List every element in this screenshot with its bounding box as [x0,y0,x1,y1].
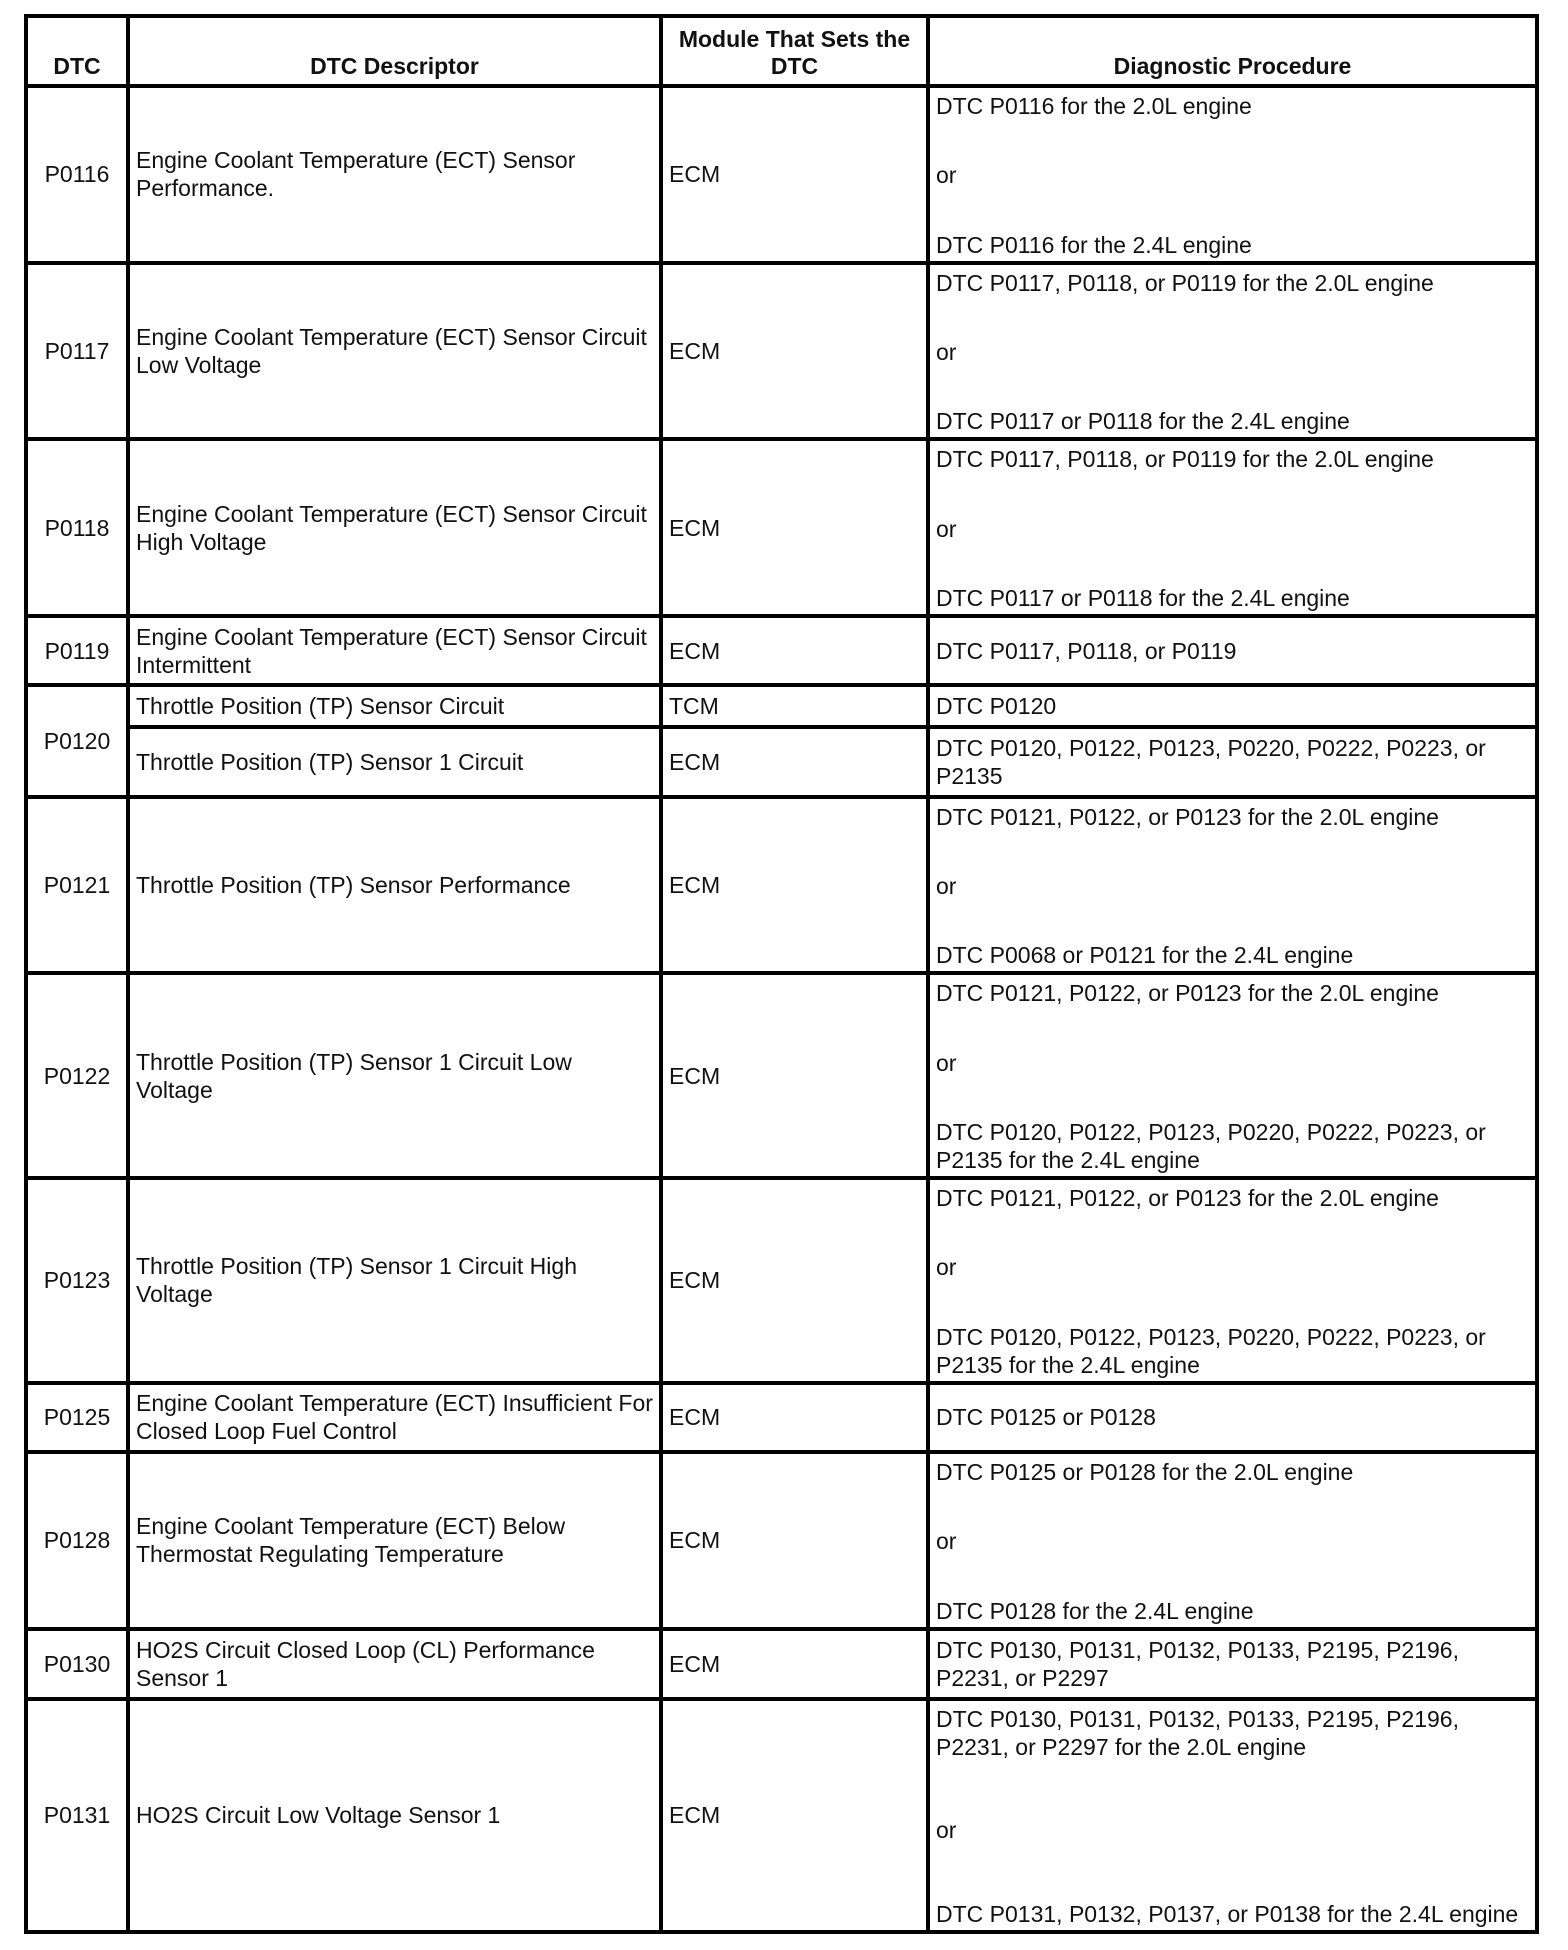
procedure-line: DTC P0068 or P0121 for the 2.4L engine [936,942,1354,969]
module: ECM [661,263,928,440]
header-dtc: DTC [26,16,128,86]
diagnostic-procedure [928,1178,1537,1383]
procedure-line: or [936,1254,957,1281]
diagnostic-procedure: DTC P0120 [928,685,1537,727]
diagnostic-procedure: DTC P0130, P0131, P0132, P0133, P2195, P2196, P2231, or P2297 [928,1629,1537,1699]
table-row [26,973,1537,1178]
diagnostic-procedure [928,263,1537,440]
dtc-descriptor: Throttle Position (TP) Sensor Performance [128,797,661,974]
dtc-descriptor: HO2S Circuit Closed Loop (CL) Performance Sensor 1 [128,1629,661,1699]
module: ECM [661,616,928,685]
module: ECM [661,1629,928,1699]
procedure-line: DTC P0121, P0122, or P0123 for the 2.0L engine [936,803,1439,830]
module: ECM [661,439,928,616]
header-descriptor: DTC Descriptor [128,16,661,86]
procedure-line: DTC P0121, P0122, or P0123 for the 2.0L engine [936,1185,1439,1212]
table-row [26,1629,1537,1699]
dtc-descriptor: Throttle Position (TP) Sensor 1 Circuit High Voltage [128,1178,661,1383]
table-row [26,685,1537,727]
diagnostic-procedure [928,1699,1537,1932]
diagnostic-procedure [928,797,1537,974]
procedure-line: DTC P0121, P0122, or P0123 for the 2.0L engine [936,980,1439,1007]
module: ECM [661,1178,928,1383]
table-row [26,1699,1537,1932]
header-procedure: Diagnostic Procedure [928,16,1537,86]
procedure-line: or [936,872,957,899]
dtc-table [24,14,1539,1934]
dtc-code: P0117 [26,263,128,440]
procedure-line: or [936,1049,957,1076]
diagnostic-procedure [928,439,1537,616]
module: ECM [661,797,928,974]
table-row [26,616,1537,685]
procedure-line: DTC P0120, P0122, P0123, P0220, P0222, P0223, or P2135 for the 2.4L engine [936,1323,1486,1378]
procedure-line: DTC P0117, P0118, or P0119 for the 2.0L engine [936,269,1434,296]
diagnostic-procedure [928,1452,1537,1629]
module: TCM [661,685,928,727]
module: ECM [661,1699,928,1932]
dtc-code: P0130 [26,1629,128,1699]
diagnostic-procedure: DTC P0125 or P0128 [928,1383,1537,1452]
table-row [26,797,1537,974]
procedure-line: DTC P0117, P0118, or P0119 for the 2.0L engine [936,446,1434,473]
procedure-line: or [936,1817,957,1844]
procedure-line: DTC P0131, P0132, P0137, or P0138 for the 2.4L engine [936,1900,1519,1927]
procedure-line: or [936,1528,957,1555]
dtc-code: P0123 [26,1178,128,1383]
dtc-descriptor: Engine Coolant Temperature (ECT) Insufficient For Closed Loop Fuel Control [128,1383,661,1452]
module: ECM [661,1383,928,1452]
dtc-code: P0118 [26,439,128,616]
table-row [26,1383,1537,1452]
dtc-descriptor: Throttle Position (TP) Sensor 1 Circuit Low Voltage [128,973,661,1178]
header-row [26,16,1537,86]
dtc-code: P0120 [26,685,128,796]
dtc-code: P0131 [26,1699,128,1932]
diagnostic-procedure: DTC P0120, P0122, P0123, P0220, P0222, P0223, or P2135 [928,727,1537,796]
procedure-line: DTC P0125 or P0128 for the 2.0L engine [936,1459,1354,1486]
procedure-line: DTC P0117 or P0118 for the 2.4L engine [936,408,1350,435]
dtc-descriptor: Throttle Position (TP) Sensor 1 Circuit [128,727,661,796]
dtc-descriptor: Engine Coolant Temperature (ECT) Sensor Performance. [128,86,661,263]
dtc-descriptor: Engine Coolant Temperature (ECT) Sensor Circuit Low Voltage [128,263,661,440]
dtc-code: P0122 [26,973,128,1178]
dtc-code: P0119 [26,616,128,685]
procedure-line: DTC P0130, P0131, P0132, P0133, P2195, P2196, P2231, or P2297 for the 2.0L engine [936,1705,1459,1760]
table-row [26,727,1537,796]
diagnostic-procedure [928,973,1537,1178]
table-row [26,1178,1537,1383]
module: ECM [661,1452,928,1629]
module: ECM [661,727,928,796]
table-row [26,263,1537,440]
procedure-line: or [936,515,957,542]
procedure-line: DTC P0116 for the 2.4L engine [936,231,1252,258]
module: ECM [661,973,928,1178]
dtc-descriptor: Throttle Position (TP) Sensor Circuit [128,685,661,727]
module: ECM [661,86,928,263]
table-row [26,86,1537,263]
dtc-code: P0128 [26,1452,128,1629]
dtc-descriptor: Engine Coolant Temperature (ECT) Sensor Circuit High Voltage [128,439,661,616]
dtc-descriptor: Engine Coolant Temperature (ECT) Sensor Circuit Intermittent [128,616,661,685]
diagnostic-procedure [928,86,1537,263]
procedure-line: or [936,338,957,365]
procedure-line: DTC P0128 for the 2.4L engine [936,1597,1254,1624]
procedure-line: DTC P0120, P0122, P0123, P0220, P0222, P0223, or P2135 for the 2.4L engine [936,1119,1486,1174]
procedure-line: or [936,162,957,189]
procedure-line: DTC P0117 or P0118 for the 2.4L engine [936,584,1350,611]
diagnostic-procedure: DTC P0117, P0118, or P0119 [928,616,1537,685]
dtc-descriptor: Engine Coolant Temperature (ECT) Below Thermostat Regulating Temperature [128,1452,661,1629]
table-row [26,439,1537,616]
procedure-line: DTC P0116 for the 2.0L engine [936,93,1252,119]
table-row [26,1452,1537,1629]
dtc-code: P0121 [26,797,128,974]
dtc-code: P0125 [26,1383,128,1452]
header-module: Module That Sets the DTC [661,16,928,86]
dtc-code: P0116 [26,86,128,263]
dtc-descriptor: HO2S Circuit Low Voltage Sensor 1 [128,1699,661,1932]
